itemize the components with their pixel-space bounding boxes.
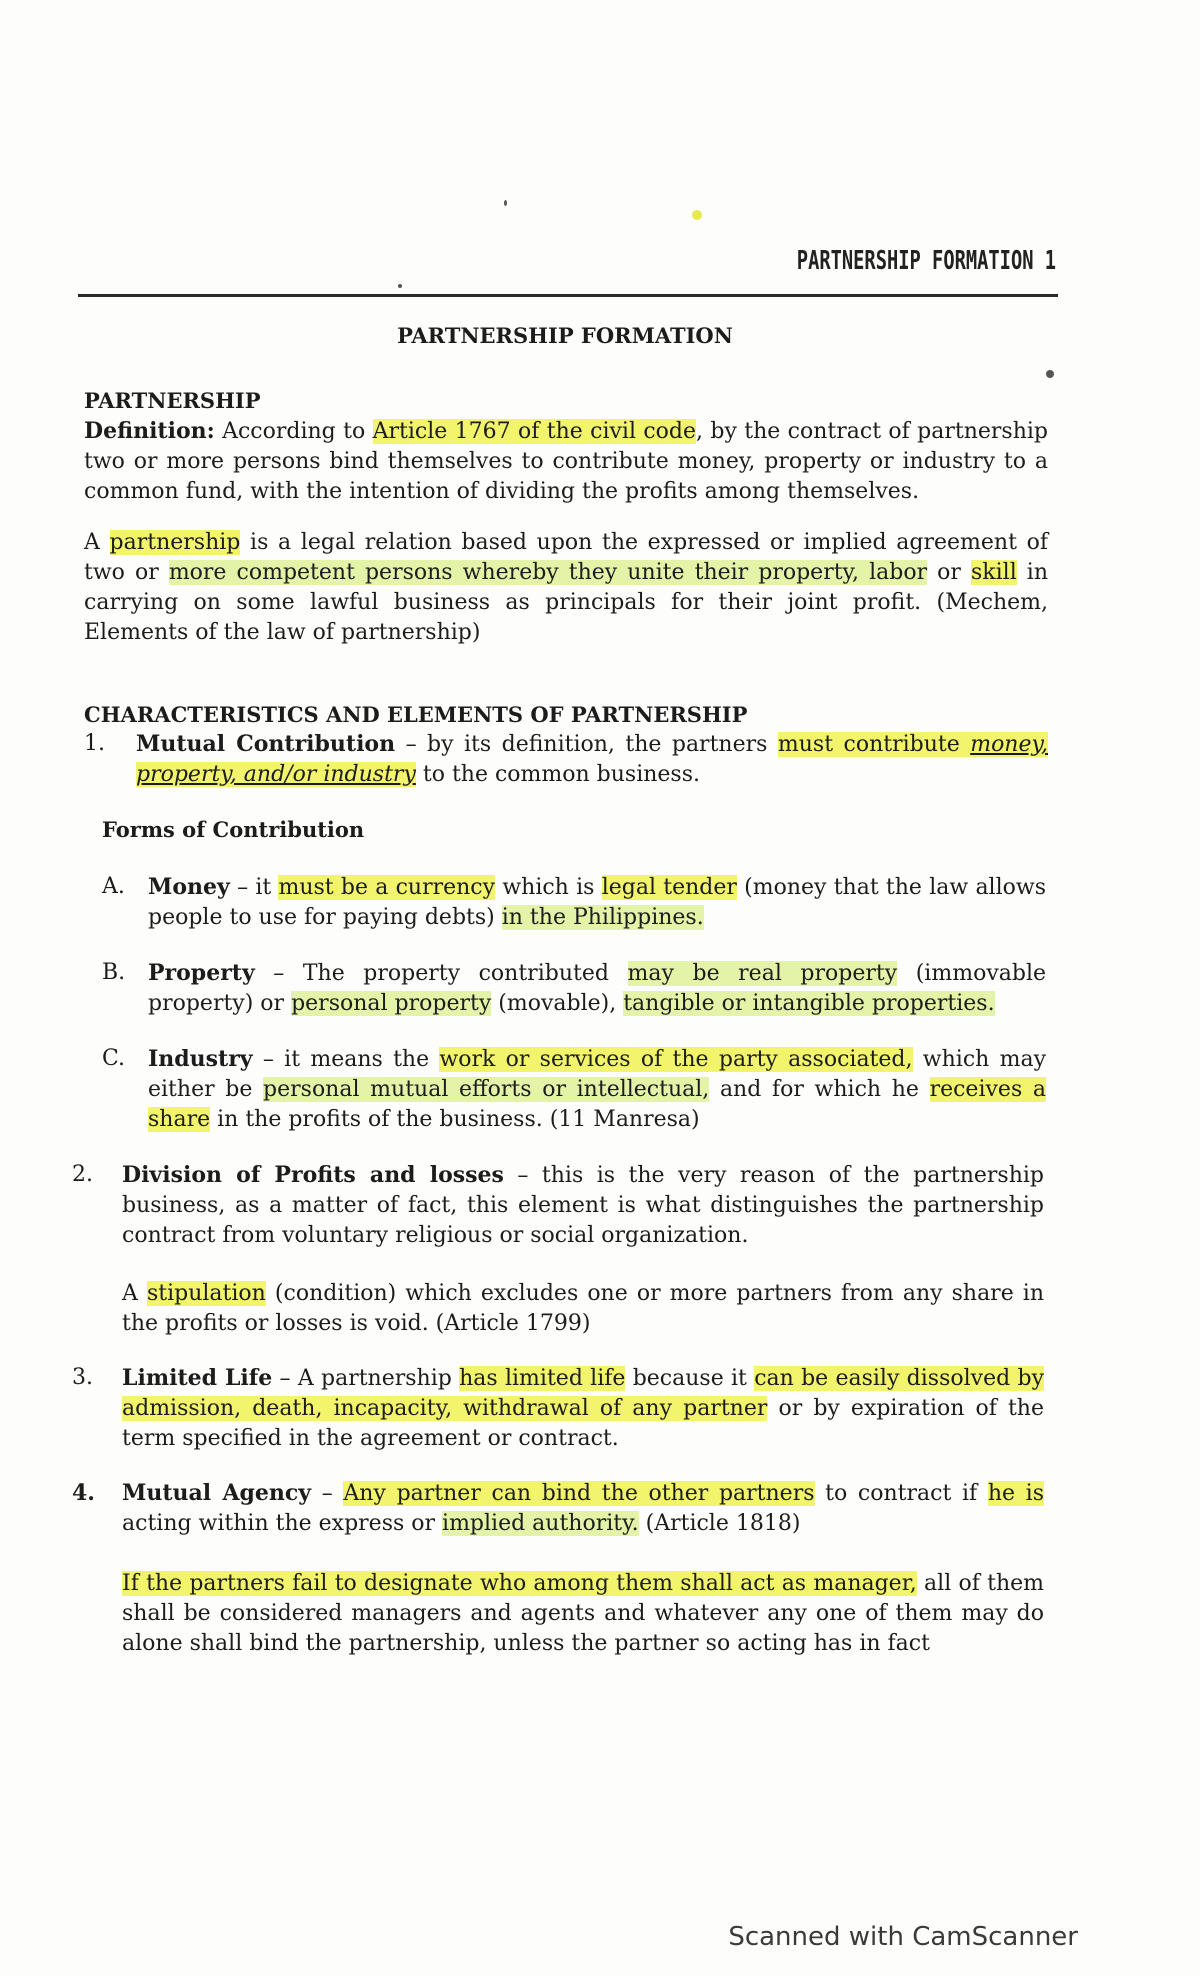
- highlight: Any partner can bind the other partners: [343, 1481, 815, 1506]
- highlight: personal property: [291, 991, 492, 1016]
- item-number: 1.: [84, 731, 105, 756]
- item-text: A stipulation (condition) which excludes one or more partners from any share in the profits or losses is void. (Article 1799): [122, 1281, 1044, 1336]
- item-text: Limited Life – A partnership has limited life because it can be easily dissolved by admission, death, incapacity, withdrawal of any partner or by expiration of the term specified in the agreement or contract.: [122, 1365, 1044, 1451]
- highlight: has limited life: [459, 1366, 626, 1391]
- header-rule: [78, 294, 1058, 297]
- item-label: Mutual Contribution: [136, 731, 396, 757]
- definition-label: Definition:: [84, 418, 215, 444]
- item-label: Industry: [148, 1046, 253, 1072]
- item-letter: B.: [102, 960, 126, 985]
- highlight: Article 1767: [372, 419, 511, 444]
- list-item-limited-life: [72, 1363, 1044, 1454]
- highlight: he is: [987, 1481, 1044, 1506]
- highlight: more competent persons whereby they unite their property, labor: [168, 560, 928, 585]
- item-text: Money – it must be a currency which is legal tender (money that the law allows people to use for paying debts) in the Philippines.: [148, 874, 1046, 930]
- item-letter: C.: [102, 1046, 126, 1071]
- partnership-section: [84, 386, 1048, 507]
- partnership-paragraph: A partnership is a legal relation based upon the expressed or implied agreement of two or more competent persons whereby they unite their property, labor or skill in carrying on some lawful business as principals for their joint profit. (Mechem, Elements of the law of partnership): [84, 530, 1049, 645]
- scan-speck: [1046, 370, 1054, 378]
- item-label: Money: [148, 874, 230, 900]
- section-heading: PARTNERSHIP: [84, 388, 261, 413]
- scan-speck: [504, 200, 507, 206]
- list-item-mutual-contribution: [84, 729, 1048, 790]
- highlight: may be real property: [627, 961, 898, 986]
- item-text: Property – The property contributed may be real property (immovable property) or personal property (movable), tangible or intangible properties.: [148, 960, 1046, 1016]
- highlight: partnership: [109, 530, 241, 555]
- highlight: in the Philippines.: [501, 905, 704, 930]
- characteristics-heading: CHARACTERISTICS AND ELEMENTS OF PARTNERSHIP: [84, 702, 748, 727]
- item-text: Industry – it means the work or services of the party associated, which may either be personal mutual efforts or intellectual, and for which he receives a share in the profits of the business. (11 Manresa): [148, 1046, 1047, 1132]
- item-number: 2.: [72, 1162, 93, 1187]
- item-text: Mutual Agency – Any partner can bind the other partners to contract if he is acting within the express or implied authority. (Article 1818): [122, 1480, 1044, 1536]
- scanner-watermark: Scanned with CamScanner: [728, 1922, 1078, 1952]
- highlight: tangible or intangible properties.: [623, 991, 995, 1016]
- highlight: stipulation: [146, 1281, 266, 1306]
- running-header: PARTNERSHIP FORMATION 1: [796, 246, 1056, 276]
- item-number: 3.: [72, 1365, 93, 1390]
- item-text: Division of Profits and losses – this is the very reason of the partnership business, as a matter of fact, this element is what distinguishes the partnership contract from voluntary religious or social organization.: [122, 1162, 1045, 1248]
- highlight: If the partners fail to designate who among them shall act as manager,: [122, 1571, 917, 1596]
- item-text: If the partners fail to designate who among them shall act as manager, all of them shall be considered managers and agents and whatever any one of them may do alone shall bind the partnership, unless the partner so acting has in fact: [122, 1571, 1044, 1656]
- item-letter: A.: [102, 874, 125, 899]
- highlight: must contribute: [777, 732, 971, 757]
- scan-speck: [692, 210, 702, 220]
- highlight: must be a currency: [278, 875, 496, 900]
- item-label: Property: [148, 960, 255, 986]
- list-item-division-of-profits: [72, 1160, 1044, 1339]
- list-item-money: [102, 872, 1046, 933]
- page-title: PARTNERSHIP FORMATION: [397, 323, 733, 348]
- item-label: Mutual Agency: [122, 1480, 312, 1506]
- scan-speck: [398, 284, 402, 288]
- highlight: can be easily dissolved by admission, death, incapacity, withdrawal of any partner: [122, 1366, 1044, 1421]
- underlined-text: money, property, and/or industry: [136, 732, 1048, 787]
- highlight: personal mutual efforts or intellectual,: [263, 1077, 710, 1102]
- item-number: 4.: [72, 1480, 95, 1506]
- highlight: legal tender: [601, 875, 737, 900]
- definition-paragraph: Definition: According to Article 1767 of the civil code, by the contract of partnership two or more persons bind themselves to contribute money, property or industry to a common fund, with the intention of dividing the profits among themselves.: [84, 418, 1048, 504]
- list-item-property: [102, 958, 1046, 1019]
- highlight: work or services of the party associated,: [439, 1047, 913, 1072]
- forms-heading: Forms of Contribution: [102, 817, 365, 842]
- highlight: of the civil code: [510, 419, 697, 444]
- item-label: Division of Profits and losses: [122, 1162, 504, 1188]
- highlight: implied authority.: [442, 1511, 639, 1536]
- highlight: skill: [971, 560, 1017, 585]
- list-item-mutual-agency: [72, 1478, 1044, 1659]
- item-label: Limited Life: [122, 1365, 273, 1391]
- item-text: Mutual Contribution – by its definition, the partners must contribute money, property, and/or industry to the common business.: [136, 731, 1048, 787]
- highlight: receives a share: [148, 1077, 1047, 1132]
- list-item-industry: [102, 1044, 1046, 1135]
